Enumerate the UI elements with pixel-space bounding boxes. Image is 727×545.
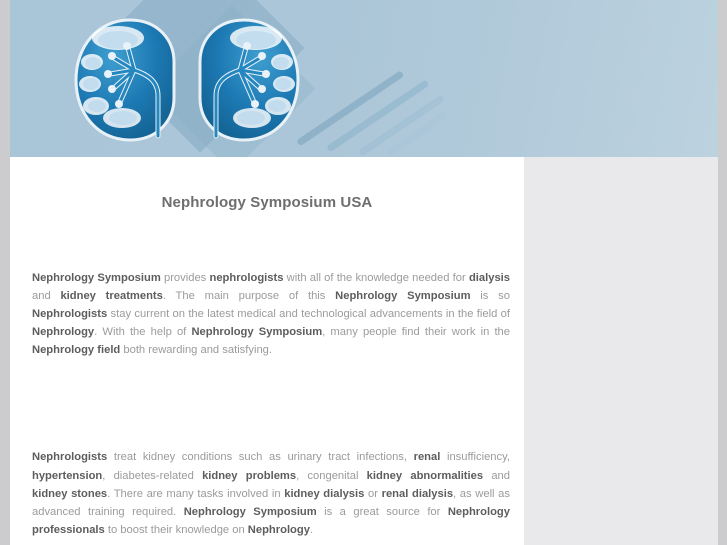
keyword-term: Nephrology field: [32, 344, 121, 357]
keyword-term: hypertension: [32, 469, 103, 482]
body-text: insufficiency,: [440, 451, 510, 464]
body-text: .: [309, 523, 314, 536]
keyword-term: nephrologists: [209, 272, 284, 284]
keyword-term: renal: [413, 451, 441, 464]
keyword-term: renal dialysis: [381, 487, 454, 500]
body-text: , as well as advanced training required.: [32, 487, 510, 518]
keyword-term: Nephrology Symposium: [32, 272, 161, 284]
right-sidebar: [524, 157, 718, 545]
body-text: . The main purpose of this: [162, 290, 336, 303]
keyword-term: Nephrologists: [32, 308, 108, 321]
body-text: both rewarding and satisfying.: [120, 344, 273, 357]
keyword-term: kidney problems: [202, 469, 297, 482]
body-text: with all of the knowledge needed for: [283, 272, 469, 284]
body-text: stay current on the latest medical and technological advancements in the field of: [107, 308, 510, 321]
body-text: to boost their knowledge on: [104, 523, 248, 536]
keyword-term: Nephrology Symposium: [191, 326, 323, 339]
body-text: is so: [470, 290, 510, 303]
body-text: , many people find their work in the: [322, 326, 510, 339]
page-title: Nephrology Symposium USA: [161, 194, 373, 211]
main-content-column: [10, 157, 524, 545]
page-container: [10, 0, 718, 545]
keyword-term: kidney dialysis: [284, 487, 365, 500]
article-body: [10, 269, 524, 539]
keyword-term: Nephrologists: [32, 451, 108, 464]
keyword-term: kidney treatments: [60, 290, 163, 303]
body-text: is a great source for: [316, 505, 448, 518]
keyword-term: Nephrology professionals: [32, 505, 510, 536]
body-text: or: [364, 487, 382, 500]
keyword-term: Nephrology Symposium: [183, 505, 317, 518]
body-text: and: [483, 469, 510, 482]
keyword-term: dialysis: [468, 272, 510, 284]
body-text: . There are many tasks involved in: [107, 487, 285, 500]
body-text: provides: [160, 272, 210, 284]
keyword-term: kidney stones: [32, 487, 108, 500]
body-text: . With the help of: [94, 326, 192, 339]
body-text: , congenital: [296, 469, 367, 482]
kidney-pair-logo-icon: [68, 16, 306, 144]
keyword-term: Nephrology Symposium: [335, 290, 471, 303]
body-text: treat kidney conditions such as urinary tract infections,: [107, 451, 414, 464]
page-body: [10, 157, 718, 545]
body-text: and: [32, 290, 61, 303]
body-text: , diabetes-related: [102, 469, 203, 482]
site-banner: [10, 0, 718, 157]
keyword-term: Nephrology: [32, 326, 95, 339]
article-paragraph: [32, 269, 510, 359]
keyword-term: Nephrology: [247, 523, 310, 536]
keyword-term: kidney abnormalities: [366, 469, 484, 482]
article-paragraph: [32, 448, 510, 538]
